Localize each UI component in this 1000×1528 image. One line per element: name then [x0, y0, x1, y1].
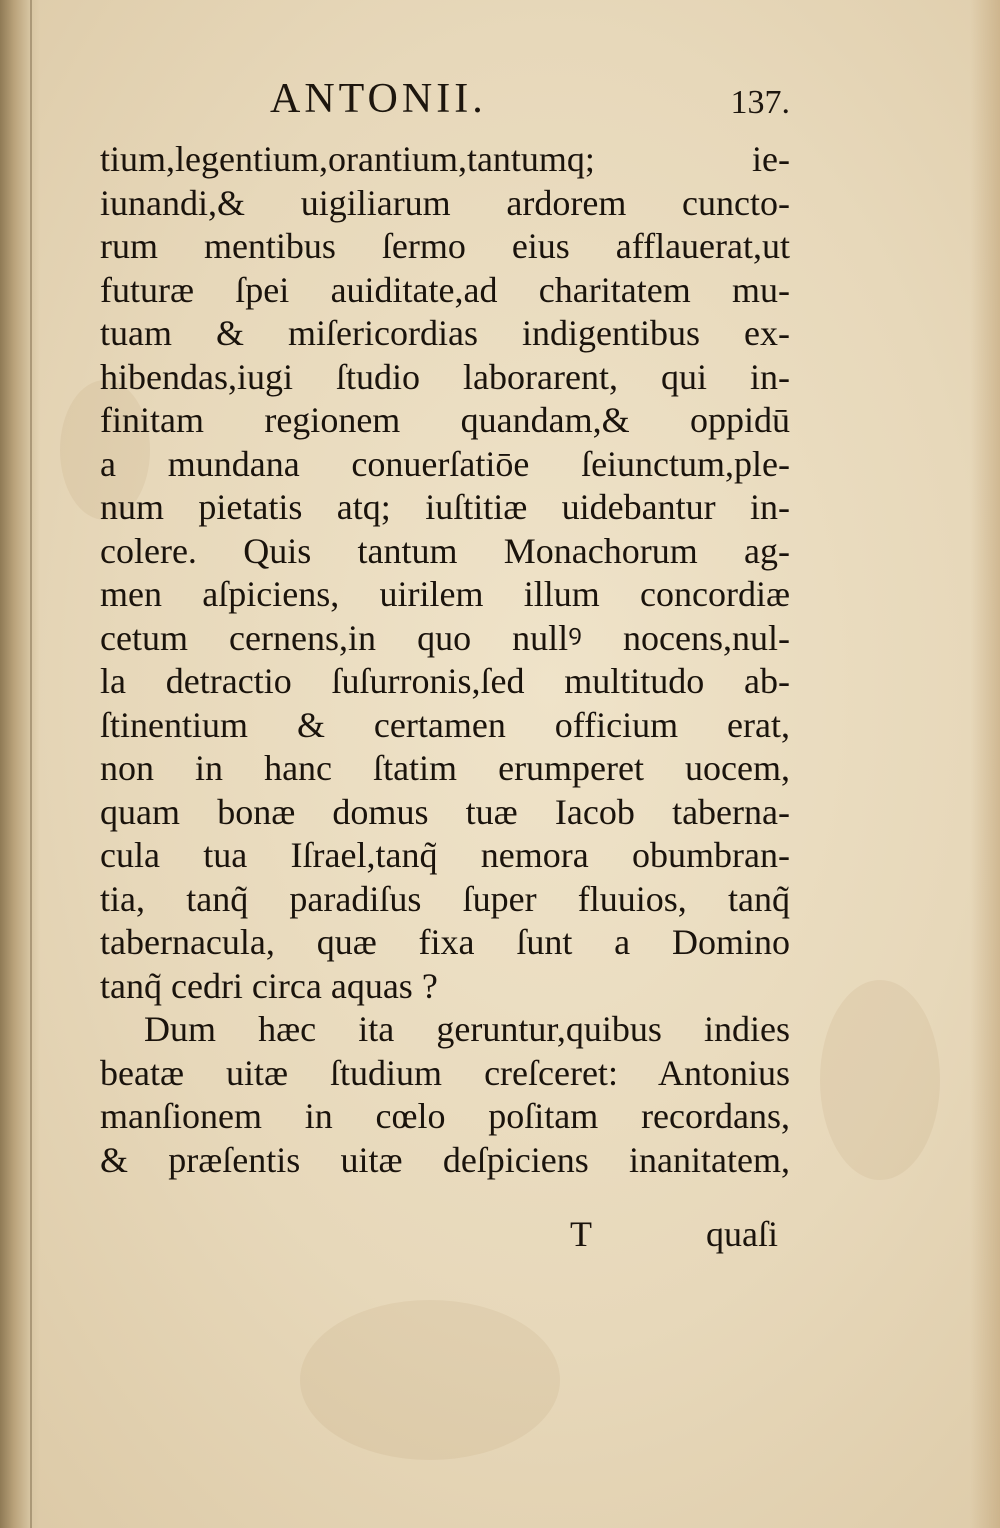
- paper-stain: [300, 1300, 560, 1460]
- text-block: [100, 138, 790, 1182]
- binding-fold-line: [30, 0, 32, 1528]
- binding-gutter: [0, 0, 40, 1528]
- text-line: manſionem in cœlo poſitam recordans,: [100, 1096, 790, 1136]
- text-line: tanq̃ cedri circa aquas ?: [100, 965, 438, 1006]
- text-line: a mundana conuerſatiōe ſeiunctum,ple-: [100, 443, 790, 484]
- paragraph-start-line: Dum hæc ita geruntur,quibus indies: [144, 1009, 790, 1049]
- text-line: tia, tanq̃ paradiſus ſuper fluuios, tanq̃: [100, 878, 790, 919]
- text-line: iunandi,& uigiliarum ardorem cuncto-: [100, 182, 790, 223]
- text-line: cula tua Iſrael,tanq̃ nemora obumbran-: [100, 835, 790, 875]
- text-line: tabernacula, quæ fixa ſunt a Domino: [100, 922, 790, 962]
- text-line: finitam regionem quandam,& oppidū: [100, 400, 790, 440]
- text-line: & præſentis uitæ deſpiciens inanitatem,: [100, 1139, 790, 1180]
- folio-number: 137.: [730, 84, 790, 121]
- catchword: quaſi: [706, 1214, 778, 1254]
- text-line: tium,legentium,orantium,tantumq; ie-: [100, 139, 790, 179]
- text-line: tuam & miſericordias indigentibus ex-: [100, 313, 790, 353]
- text-line: cetum cernens,in quo nullꝰ nocens,nul-: [100, 617, 790, 658]
- text-line: colere. Quis tantum Monachorum ag-: [100, 530, 790, 571]
- text-line: hibendas,iugi ſtudio laborarent, qui in-: [100, 356, 790, 397]
- text-line: num pietatis atq; iuſtitiæ uidebantur in-: [100, 487, 790, 527]
- text-line: men aſpiciens, uirilem illum concordiæ: [100, 574, 790, 614]
- text-line: quam bonæ domus tuæ Iacob taberna-: [100, 791, 790, 832]
- text-line: futuræ ſpei auiditate,ad charitatem mu-: [100, 269, 790, 310]
- text-line: la detractio ſuſurronis,ſed multitudo ab-: [100, 661, 790, 701]
- text-line: rum mentibus ſermo eius afflauerat,ut: [100, 226, 790, 266]
- paper-stain: [820, 980, 940, 1180]
- text-line: beatæ uitæ ſtudium creſceret: Antonius: [100, 1052, 790, 1093]
- running-head: ANTONII.: [270, 76, 487, 122]
- text-line: ſtinentium & certamen officium erat,: [100, 704, 790, 745]
- page-header: [100, 74, 790, 124]
- signature-mark: T: [570, 1214, 592, 1254]
- page-edge-foxing: [970, 0, 1000, 1528]
- direction-line: [100, 1212, 790, 1256]
- text-line: non in hanc ſtatim erumperet uocem,: [100, 748, 790, 788]
